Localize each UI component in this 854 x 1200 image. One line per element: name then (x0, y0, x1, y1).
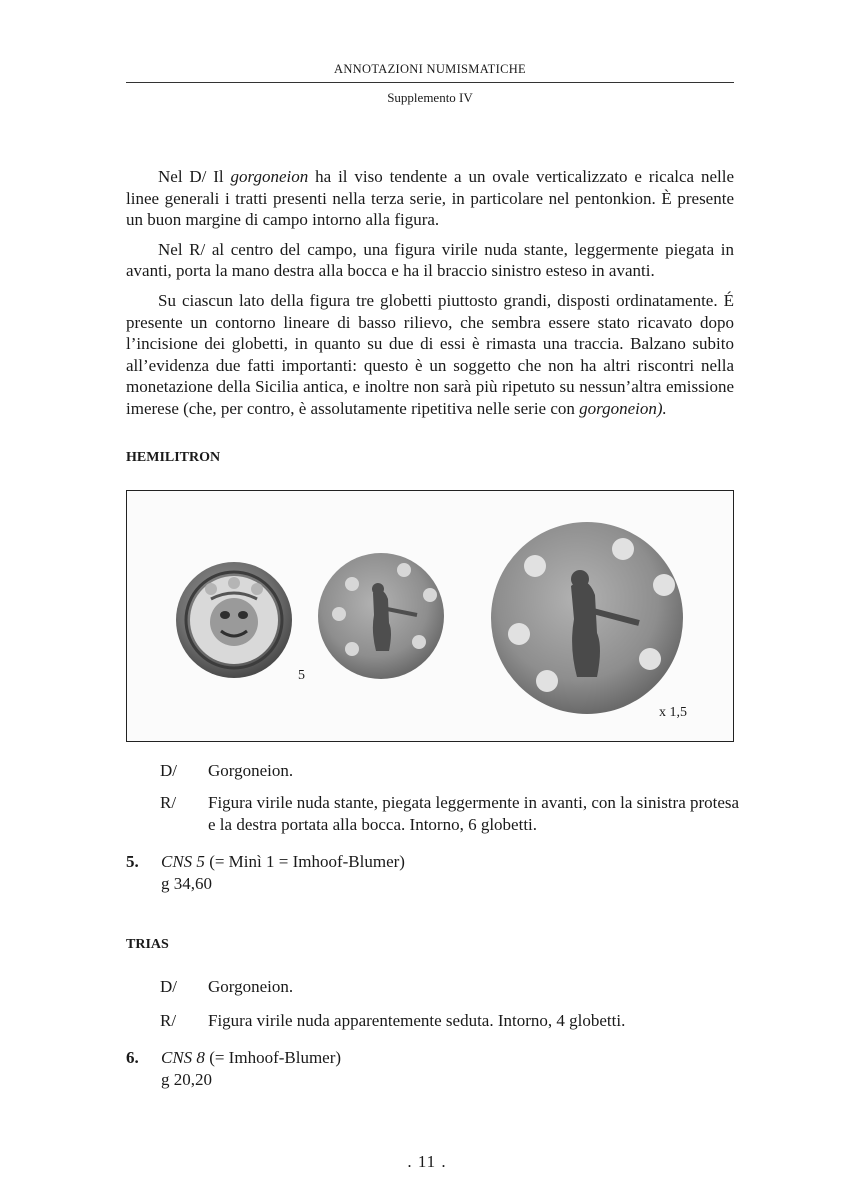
obverse-coin-image (176, 562, 292, 678)
entry-reference: CNS 5 (= Minì 1 = Imhoof-Blumer) (161, 852, 405, 871)
term-gorgoneion: gorgoneion (230, 167, 309, 186)
section-heading-trias: TRIAS (126, 937, 169, 952)
entry-reference: CNS 8 (= Imhoof-Blumer) (161, 1048, 342, 1067)
reverse-side-label: R/ (160, 793, 177, 812)
plate-number-label: 5 (298, 668, 305, 683)
obverse-description (160, 760, 740, 782)
paragraph-3: Su ciascun lato della figura tre globetti piuttosto grandi, disposti ordinatamente. É presente un contorno lineare di basso rilievo, che sembra essere stato ricavato dopo l’incisione dei globetti, in quanto su due di essi è rimasta una traccia. Balzano subito all’evidenza due fatti importanti: questo è un soggetto che non ha altri riscontri nella monetazione della Sicilia antica, e inoltre non sarà più ripetuto su nessun’altra emissione imerese (che, per contro, è assolutamente ripetitiva nelle serie con gorgoneion). (126, 290, 734, 418)
scale-label: x 1,5 (659, 705, 687, 720)
entry-weight: g 20,20 (161, 1070, 212, 1089)
coin-photographs (127, 491, 733, 741)
reverse-text: Figura virile nuda apparentemente seduta. Intorno, 4 globetti. (208, 1011, 626, 1030)
obverse-text: Gorgoneion. (208, 977, 294, 996)
paragraph-1: Nel D/ Il gorgoneion ha il viso tendente a un ovale verticalizzato e ricalca nelle linee generali i tratti presenti nella terza serie, in particolare nel pentonkion. È presente un buon margine di campo intorno alla figura. (126, 167, 734, 230)
entry-weight: g 34,60 (161, 874, 212, 893)
obverse-side-label: D/ (160, 977, 177, 996)
entry-number: 5. (126, 852, 139, 871)
running-subtitle: Supplemento IV (387, 90, 473, 105)
header-rule (126, 82, 734, 83)
reverse-text: Figura virile nuda stante, piegata leggermente in avanti, con la sinistra protesa e la destra portata alla bocca. Intorno, 6 globetti. (208, 793, 740, 834)
obverse-side-label: D/ (160, 761, 177, 780)
catalogue-entry-5 (126, 851, 405, 895)
coin-plate (126, 490, 734, 742)
body-text (126, 166, 734, 420)
entry-number: 6. (126, 1048, 139, 1067)
paragraph-2: Nel R/ al centro del campo, una figura virile nuda stante, leggermente piegata in avanti, porta la mano destra alla bocca e ha il braccio sinistro esteso in avanti. (126, 239, 734, 281)
page-number: . 11 . (407, 1152, 447, 1171)
obverse-text: Gorgoneion. (208, 761, 294, 780)
reverse-side-label: R/ (160, 1011, 177, 1030)
catalogue-entry-6 (126, 1047, 341, 1091)
running-title: ANNOTAZIONI NUMISMATICHE (334, 62, 526, 76)
obverse-description (160, 976, 740, 998)
reverse-coin-enlarged-image (491, 522, 683, 714)
section-heading-hemilitron: HEMILITRON (126, 450, 221, 465)
reverse-description (160, 1010, 740, 1032)
reverse-description (160, 792, 740, 836)
term-gorgoneion: gorgoneion). (579, 398, 667, 418)
reverse-coin-image (318, 553, 444, 679)
